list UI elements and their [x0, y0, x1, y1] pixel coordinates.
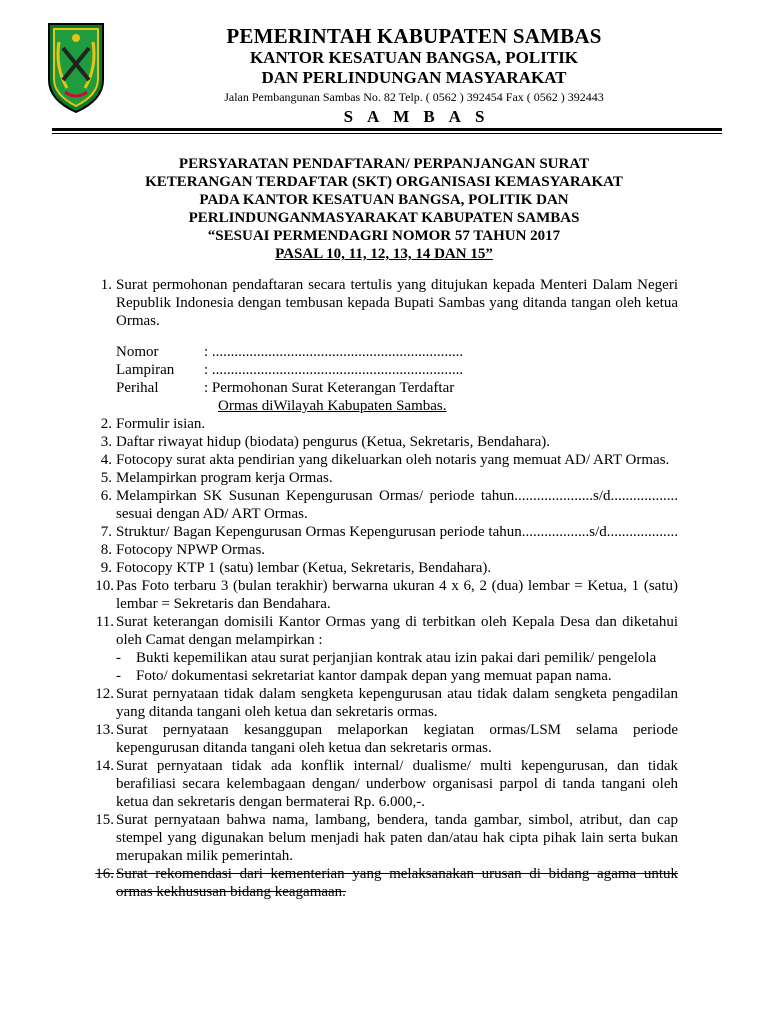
sub-bullet: - [116, 650, 121, 666]
title-line-3: PADA KANTOR KESATUAN BANGSA, POLITIK DAN [199, 192, 569, 208]
list-item: 8. Fotocopy NPWP Ormas. [100, 542, 266, 558]
title-line-6: PASAL 10, 11, 12, 13, 14 DAN 15” [275, 246, 493, 262]
sub-list-item: - Bukti kepemilikan atau surat perjanjian kontrak atau izin pakai dari pemilik/ pengelola [116, 650, 657, 666]
office-name-line-1: KANTOR KESATUAN BANGSA, POLITIK [249, 48, 579, 67]
title-line-2: KETERANGAN TERDAFTAR (SKT) ORGANISASI KEMASYARAKAT [145, 174, 623, 190]
title-line-1: PERSYARATAN PENDAFTARAN/ PERPANJANGAN SURAT [178, 156, 590, 172]
letter-fields [116, 343, 678, 415]
list-item: 15. Surat pernyataan bahwa nama, lambang, bendera, tanda gambar, simbol, atribut, dan cap stempel yang digunakan belum menjadi hak paten dan/atau hak cipta pihak lain serta bukan merupakan milik pemerintah. [95, 812, 678, 864]
letterhead [110, 24, 718, 127]
office-name-line-2: DAN PERLINDUNGAN MASYARAKAT [261, 68, 567, 87]
list-item: 14. Surat pernyataan tidak ada konflik internal/ dualisme/ multi kepengurusan, dan tidak berafiliasi secara kelembagaan dengan/ underbow organisasi parpol di tanda tangani oleh ketua dan sekretaris dengan bermaterai Rp. 6.000,-. [95, 758, 678, 810]
title-line-4: PERLINDUNGANMASYARAKAT KABUPATEN SAMBAS [188, 210, 580, 226]
nomor-label: Nomor [116, 344, 159, 360]
list-item: 6. Melampirkan SK Susunan Kepengurusan Ormas/ periode tahun.....................s/d.................. sesuai dengan AD/ ART Ormas. [100, 488, 678, 522]
list-item: 10. Pas Foto terbaru 3 (bulan terakhir) berwarna ukuran 4 x 6, 2 (dua) lembar = Ketua, 1 (satu) lembar = Sekretaris dan Bendahara. [95, 578, 678, 612]
sambas-regency-emblem-icon [45, 22, 107, 114]
list-item: 13. Surat pernyataan kesanggupan melaporkan kegiatan ormas/LSM selama periode kepengurusan ditanda tangani oleh ketua dan sekretaris ormas. [95, 722, 678, 756]
lampiran-label: Lampiran [116, 362, 175, 378]
sub-bullet: - [116, 668, 121, 684]
list-item: 12. Surat pernyataan tidak dalam sengketa kepengurusan atau tidak dalam sengketa pengadilan yang ditanda tangani oleh ketua dan sekretaris ormas. [95, 686, 678, 720]
list-item: 1. Surat permohonan pendaftaran secara tertulis yang ditujukan kepada Menteri Dalam Negeri Republik Indonesia dengan tembusan kepada Bupati Sambas yang ditanda tangan oleh ketua Ormas. [100, 277, 678, 329]
lampiran-value: : ................................................................... [204, 362, 464, 378]
perihal-value-continued: Ormas diWilayah Kabupaten Sambas. [218, 398, 447, 414]
list-item: 9. Fotocopy KTP 1 (satu) lembar (Ketua, Sekretaris, Bendahara). [100, 560, 492, 576]
perihal-value: : Permohonan Surat Keterangan Terdaftar [204, 380, 455, 396]
nomor-value: : ................................................................... [204, 344, 464, 360]
list-item: 2. Formulir isian. [100, 416, 206, 432]
government-name: PEMERINTAH KABUPATEN SAMBAS [226, 24, 602, 48]
letterhead-rule-thin [52, 133, 722, 134]
list-item: 5. Melampirkan program kerja Ormas. [100, 470, 333, 486]
sub-list-item: - Foto/ dokumentasi sekretariat kantor dampak depan yang memuat papan nama. [116, 668, 612, 684]
list-item: 4. Fotocopy surat akta pendirian yang dikeluarkan oleh notaris yang memuat AD/ ART Ormas. [100, 452, 670, 468]
list-item: 11. Surat keterangan domisili Kantor Ormas yang di terbitkan oleh Kepala Desa dan diketahui oleh Camat dengan melampirkan : [95, 614, 678, 648]
office-city: SAMBAS [343, 107, 499, 126]
perihal-label: Perihal [116, 380, 159, 396]
office-address: Jalan Pembangunan Sambas No. 82 Telp. ( 0562 ) 392454 Fax ( 0562 ) 392443 [224, 90, 604, 104]
title-line-5: “SESUAI PERMENDAGRI NOMOR 57 TAHUN 2017 [207, 228, 561, 244]
letterhead-rule-thick [52, 128, 722, 131]
requirements-list [84, 276, 678, 901]
document-title [60, 155, 708, 263]
list-item: 3. Daftar riwayat hidup (biodata) pengurus (Ketua, Sekretaris, Bendahara). [100, 434, 550, 450]
list-item: 7. Struktur/ Bagan Kepengurusan Ormas Kepengurusan periode tahun..................s/d................... [100, 524, 678, 540]
list-item-struck: 16. Surat rekomendasi dari kementerian yang melaksanakan urusan di bidang agama untuk ormas kekhususan bidang keagamaan. [95, 866, 678, 900]
